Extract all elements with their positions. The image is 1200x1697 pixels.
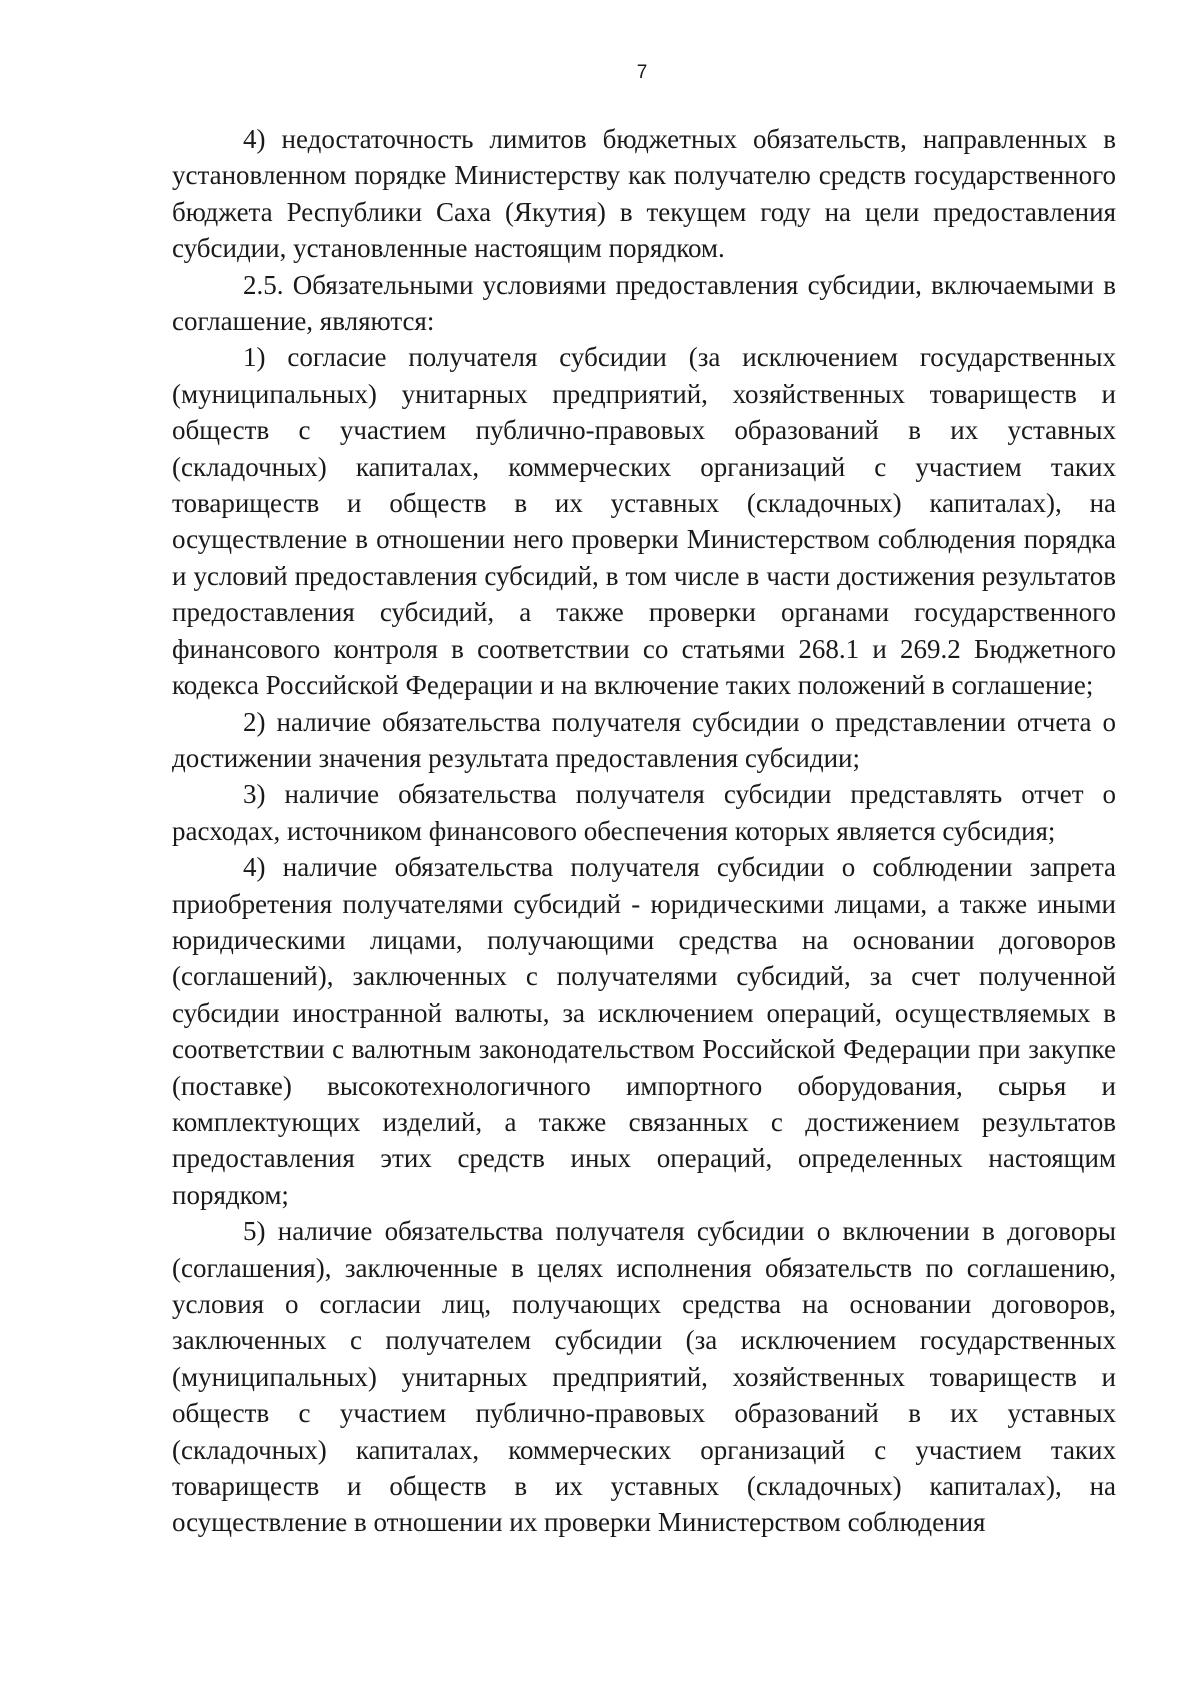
paragraph-condition-3: 3) наличие обязательства получателя субсидии представлять отчет о расходах, источником финансового обеспечения которых является субсидия; [172,779,1116,846]
paragraph-condition-4: 4) наличие обязательства получателя субсидии о соблюдении запрета приобретения получателями субсидий - юридическими лицами, а также иными юридическими лицами, получающими средства на основании договоров (соглашений), заключенных с получателями субсидий, за счет полученной субсидии иностранной валюты, за исключением операций, осуществляемых в соответствии с валютным законодательством Российской Федерации при закупке (поставке) высокотехнологичного импортного оборудования, сырья и комплектующих изделий, а также связанных с достижением результатов предоставления этих средств иных операций, определенных настоящим порядком; [172,852,1116,1210]
paragraph-2-5-conditions: 2.5. Обязательными условиями предоставления субсидии, включаемыми в соглашение, являются: [172,269,1116,337]
paragraph-budget-limits: 4) недостаточность лимитов бюджетных обязательств, направленных в установленном порядке Министерству как получателю средств государственного бюджета Республики Саха (Якутия) в текущем году на цели предоставления субсидии, установленные настоящим порядком. [172,124,1116,264]
document-body [172,121,1116,1541]
page-number: 7 [636,62,648,83]
paragraph-condition-5: 5) наличие обязательства получателя субсидии о включении в договоры (соглашения), заключенные в целях исполнения обязательств по соглашению, условия о согласии лиц, получающих средства на основании договоров, заключенных с получателем субсидии (за исключением государственных (муниципальных) унитарных предприятий, хозяйственных товариществ и обществ с участием публично-правовых образований в их уставных (складочных) капиталах, коммерческих организаций с участием таких товариществ и обществ в их уставных (складочных) капиталах), на осуществление в отношении их проверки Министерством соблюдения [172,1216,1116,1538]
paragraph-condition-1: 1) согласие получателя субсидии (за исключением государственных (муниципальных) унитарных предприятий, хозяйственных товариществ и обществ с участием публично-правовых образований в их уставных (складочных) капиталах, коммерческих организаций с участием таких товариществ и обществ в их уставных (складочных) капиталах), на осуществление в отношении него проверки Министерством соблюдения порядка и условий предоставления субсидий, в том числе в части достижения результатов предоставления субсидий, а также проверки органами государственного финансового контроля в соответствии со статьями 268.1 и 269.2 Бюджетного кодекса Российской Федерации и на включение таких положений в соглашение; [172,342,1116,701]
paragraph-condition-2: 2) наличие обязательства получателя субсидии о представлении отчета о достижении значения результата предоставления субсидии; [172,706,1116,773]
